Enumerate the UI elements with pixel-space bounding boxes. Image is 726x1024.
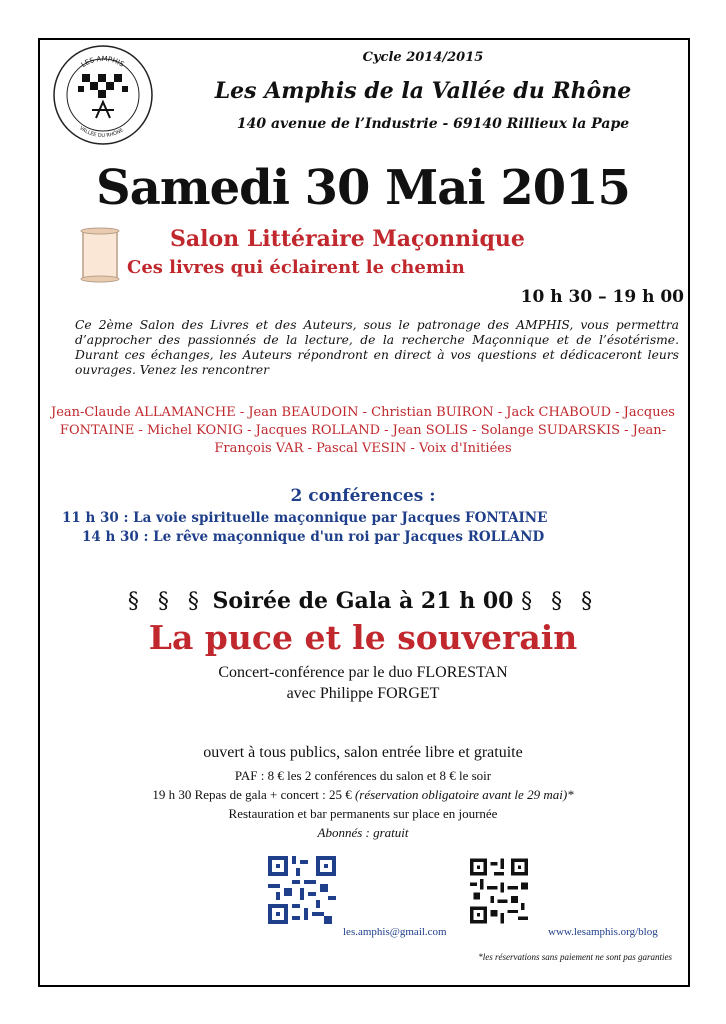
section-symbols: § § § [521,589,599,614]
amphis-logo [52,44,154,146]
gala-dinner-price [0,787,726,803]
svg-text:VALLÉE DU RHÔNE: VALLÉE DU RHÔNE [78,125,125,140]
authors-list: Jean-Claude ALLAMANCHE - Jean BEAUDOIN - Christian BUIRON - Jack CHABOUD - Jacques FONTAINE - Michel KONIG - Jacques ROLLAND - Jean SOLIS - Solange SUDARSKIS - Jean-François VAR - Pascal VESIN - Voix d'Initiées [51,405,675,456]
subscribers-info: Abonnés : gratuit [317,825,409,840]
concert-line: avec Philippe FORGET [286,685,440,702]
open-to-public: ouvert à tous publics, salon entrée libre et gratuite [203,744,523,761]
gala-title: Soirée de Gala à 21 h 00 [212,588,514,614]
contact-email[interactable]: les.amphis@gmail.com [343,926,447,938]
event-date: Samedi 30 Mai 2015 [96,160,630,216]
svg-text:LES AMPHIS: LES AMPHIS [79,54,126,70]
section-symbols: § § § [127,589,205,614]
organization-name: Les Amphis de la Vallée du Rhône [214,78,632,104]
organization-address: 140 avenue de l’Industrie - 69140 Rillieux la Pape [236,116,630,132]
concert-description [0,662,726,704]
qr-code-email[interactable] [268,856,336,924]
show-title: La puce et le souverain [148,618,578,657]
paf-price: PAF : 8 € les 2 conférences du salon et 8 € le soir [234,768,492,783]
gala-heading [0,588,726,614]
cycle-label: Cycle 2014/2015 [362,50,484,65]
website-link[interactable]: www.lesamphis.org/blog [548,926,658,938]
qr-code-website[interactable] [470,858,528,924]
salon-tagline: Ces livres qui éclairent le chemin [127,257,465,278]
salon-intro: Ce 2ème Salon des Livres et des Auteurs, sous le patronage des AMPHIS, vous permettra d’approcher des passionnés de la lecture, de la recherche Maçonnique et de l’ésotérisme. Durant ces échanges, les Auteurs répondront en direct à vos questions et dédicaceront leurs ouvrages. Venez les rencontrer [75,318,679,377]
reservation-note: (réservation obligatoire avant le 29 mai)* [354,787,574,802]
salon-title: Salon Littéraire Maçonnique [170,226,525,252]
reservation-footnote: *les réservations sans paiement ne sont pas garanties [478,952,672,962]
gala-dinner-text: 19 h 30 Repas de gala + concert : 25 € [152,787,352,802]
conference-item: 14 h 30 : Le rêve maçonnique d'un roi par Jacques ROLLAND [82,529,545,545]
catering-info: Restauration et bar permanents sur place en journée [228,806,498,821]
salon-hours: 10 h 30 – 19 h 00 [520,287,684,307]
scroll-icon [79,227,121,283]
concert-line: Concert-conférence par le duo FLORESTAN [218,664,508,681]
conferences-title: 2 conférences : [290,486,436,506]
conference-item: 11 h 30 : La voie spirituelle maçonnique par Jacques FONTAINE [62,510,548,526]
